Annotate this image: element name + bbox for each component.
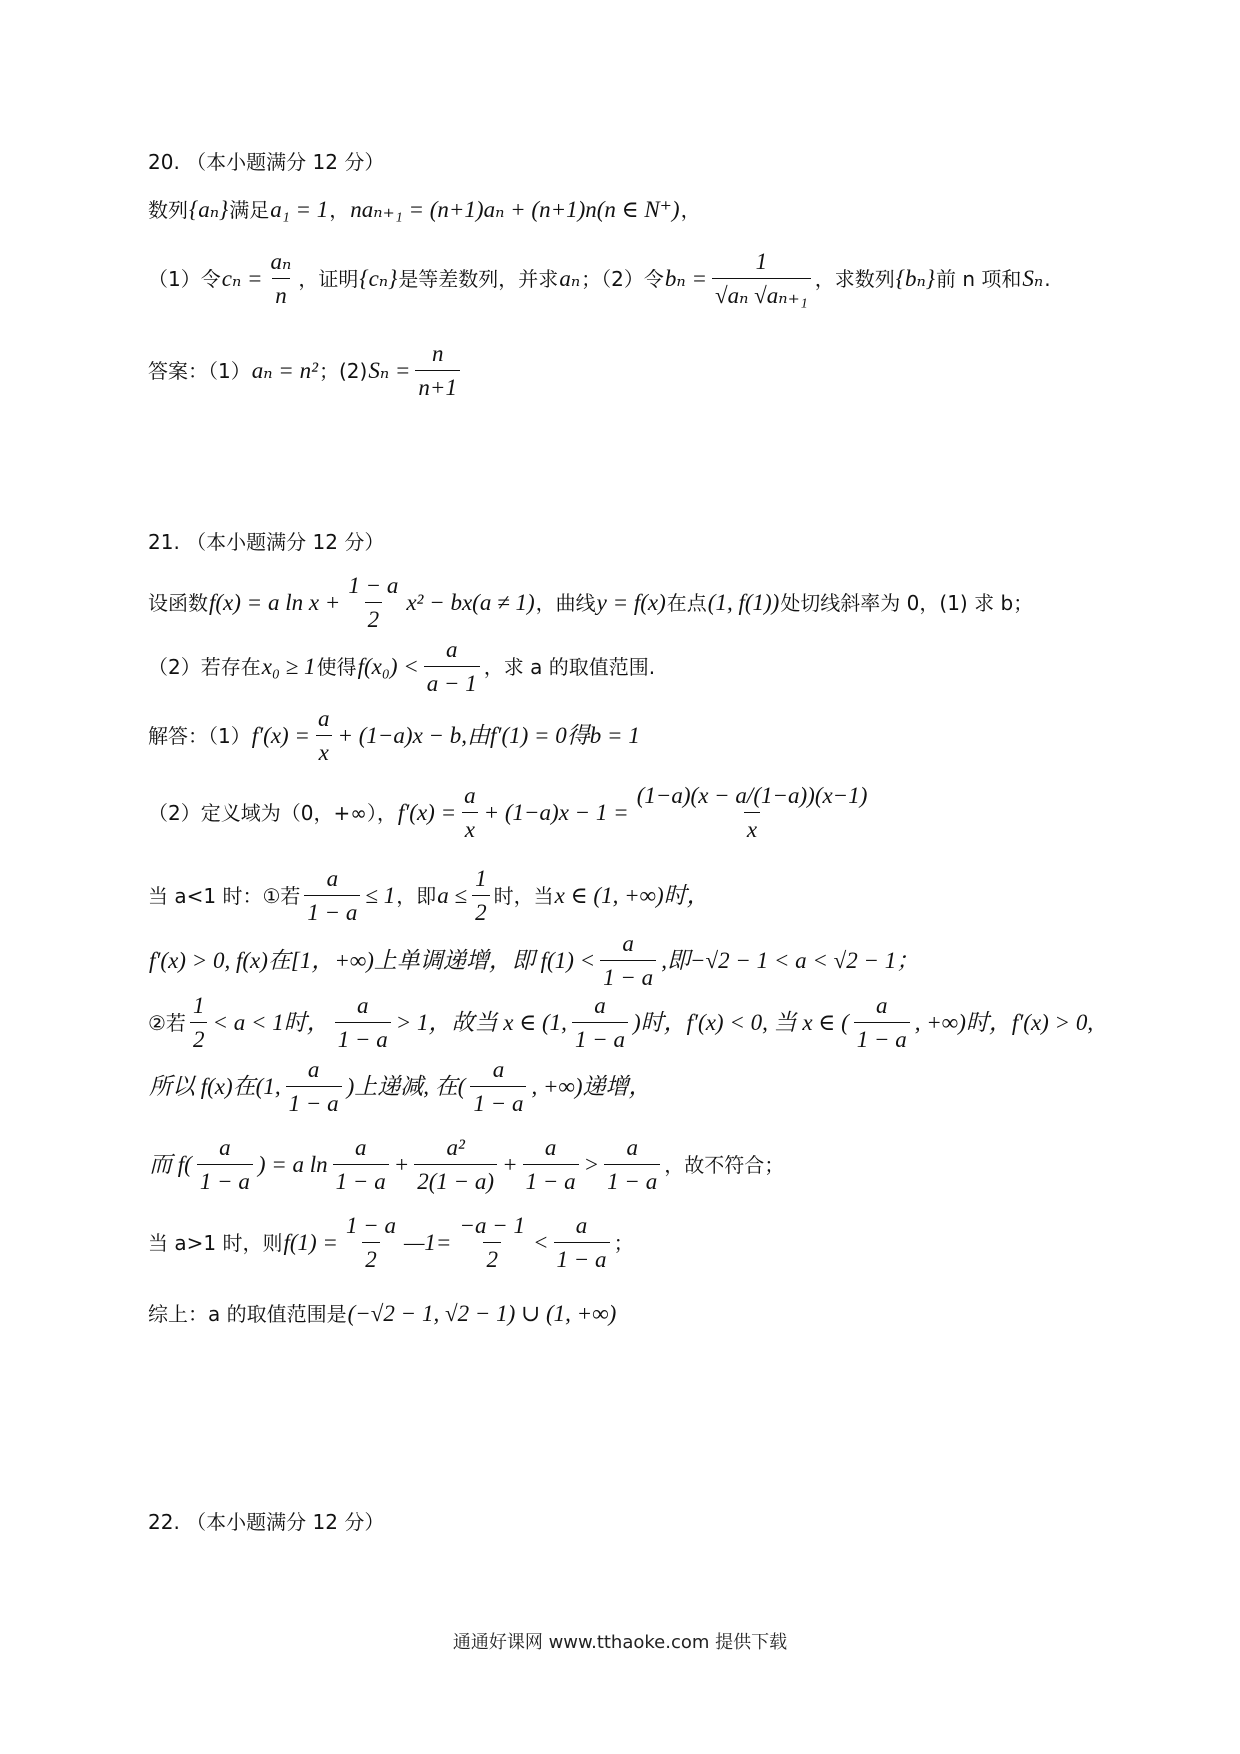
math: , +∞)时，f′(x) > 0, (914, 1009, 1094, 1035)
math: , +∞)递增， (531, 1073, 652, 1099)
q21-statement (148, 572, 1033, 633)
numerator: (1−a)(x − a/(1−a))(x−1) (636, 783, 868, 808)
text: 前 n 项和 (935, 266, 1022, 291)
denominator: a − 1 (424, 666, 480, 698)
fraction (344, 572, 402, 633)
fraction (332, 1134, 390, 1195)
numerator: a (876, 993, 888, 1018)
text: ②若 (148, 1010, 186, 1035)
text: 设函数 (148, 590, 208, 615)
numerator: a (326, 866, 339, 891)
text: ，曲线 (535, 590, 596, 615)
denominator: x (316, 735, 332, 767)
math: x² − bx(a ≠ 1) (406, 589, 535, 615)
q20-statement (148, 196, 701, 224)
math: + (1−a)x − 1 = (483, 799, 629, 825)
math: Sₙ = (368, 357, 411, 383)
q20-parts (148, 248, 1051, 309)
math: {cₙ} (359, 265, 398, 291)
q22-header: 22. （本小题满分 12 分） (148, 1510, 385, 1534)
fraction (853, 992, 911, 1053)
denominator: 1 − a (604, 1164, 660, 1196)
math: f(x) = a ln x + (209, 589, 341, 615)
numerator: a (464, 783, 476, 808)
denominator: 2 (362, 1242, 380, 1274)
fraction (460, 782, 480, 843)
denominator: 1 − a (286, 1086, 342, 1118)
fraction (469, 1056, 527, 1117)
fraction (334, 992, 392, 1053)
q21-part2 (148, 636, 655, 697)
fraction (522, 1134, 580, 1195)
q21-header: 21. （本小题满分 12 分） (148, 530, 385, 554)
math: 而 f( (149, 1151, 192, 1177)
q21-case-a-lt-1 (148, 865, 711, 926)
text: 当 a>1 时，则 (148, 1230, 283, 1255)
fraction (571, 992, 629, 1053)
text: （1）令 (148, 266, 221, 291)
text: ，求 a 的取值范围. (483, 654, 656, 679)
denominator: 1 − a (572, 1022, 628, 1054)
math: + (393, 1151, 410, 1177)
denominator: 1 − a (600, 960, 656, 992)
text: ， (329, 197, 350, 222)
q21-solution-2 (148, 782, 874, 843)
text: 当 a<1 时：①若 (148, 883, 301, 908)
text: （2）若存在 (148, 654, 261, 679)
numerator: a (317, 706, 330, 731)
denominator: x (462, 812, 478, 844)
math: )上递减, 在( (346, 1073, 466, 1099)
numerator: a (594, 993, 606, 1018)
fraction (342, 1212, 400, 1273)
text: 时，当 (493, 883, 554, 908)
fraction (189, 992, 209, 1053)
math: f′(x) > 0, f(x)在[1，+∞)上单调递增，即 f(1) < (149, 947, 596, 973)
math: x ∈ (1, +∞)时， (554, 882, 710, 908)
numerator: a (307, 1057, 320, 1082)
math: f(x₀) < (357, 653, 419, 679)
text: ；(2) (318, 358, 368, 383)
denominator: n (272, 278, 290, 310)
numerator: aₙ (270, 249, 292, 274)
denominator: x (744, 812, 760, 844)
fraction (471, 865, 491, 926)
math: 所以 f(x)在(1, (149, 1073, 281, 1099)
numerator: 1 (192, 993, 205, 1018)
q20-header: 20. （本小题满分 12 分） (148, 150, 385, 174)
denominator: 2(1 − a) (414, 1164, 497, 1196)
q21-solution-1 (148, 705, 641, 766)
denominator: 2 (365, 602, 383, 634)
math: a ≤ (437, 882, 468, 908)
math: y = f(x) (596, 589, 666, 615)
math: f′(x) = (251, 722, 310, 748)
fraction (413, 1134, 498, 1195)
math: cₙ = (221, 265, 263, 291)
q21-case-a-gt-1 (148, 1212, 634, 1273)
text: ，证明 (298, 266, 359, 291)
numerator: a (622, 931, 634, 956)
math: + (502, 1151, 518, 1177)
text: ，求数列 (814, 266, 895, 291)
text: 答案：（1） (148, 358, 251, 383)
math: < (533, 1229, 549, 1255)
fraction (267, 248, 296, 309)
math: > (583, 1151, 600, 1177)
denominator: 1 − a (470, 1086, 526, 1118)
numerator: a (626, 1135, 638, 1160)
denominator: 2 (190, 1022, 208, 1054)
text: ； (613, 1230, 634, 1255)
text: 解答：（1） (148, 723, 251, 748)
numerator: a (446, 637, 458, 662)
fraction (423, 636, 481, 697)
denominator: √aₙ √aₙ₊₁ (712, 278, 811, 310)
text: ，故不符合； (664, 1152, 785, 1177)
math: {aₙ} (189, 197, 229, 222)
text: ；（2）令 (581, 266, 664, 291)
text: 是等差数列，并求 (398, 266, 559, 291)
fraction (303, 865, 361, 926)
denominator: 1 − a (304, 895, 360, 927)
denominator: 1 − a (333, 1164, 389, 1196)
fraction (196, 1134, 254, 1195)
math: (1, f(1)) (707, 589, 780, 615)
denominator: 1 − a (197, 1164, 253, 1196)
numerator: 1 (475, 866, 487, 891)
math: > 1，故当 x ∈ (1, (395, 1009, 567, 1035)
math: ,即−√2 − 1 < a < √2 − 1； (661, 947, 920, 973)
numerator: 1 (755, 249, 768, 274)
denominator: 1 − a (554, 1242, 610, 1274)
math: (−√2 − 1, √2 − 1) ∪ (1, +∞) (347, 1301, 617, 1326)
text: 满足 (229, 197, 270, 222)
math: f′(x) = (397, 799, 457, 825)
fraction (633, 782, 872, 843)
text: 综上：a 的取值范围是 (148, 1301, 347, 1326)
numerator: a (357, 993, 369, 1018)
numerator: n (431, 341, 444, 366)
fraction (553, 1212, 611, 1273)
math: a₁ = 1 (270, 197, 329, 222)
denominator: 1 − a (523, 1164, 579, 1196)
fraction (599, 930, 657, 991)
page-footer: 通通好课网 www.tthaoke.com 提供下载 (452, 1632, 788, 1653)
q21-conclusion (148, 1300, 617, 1328)
numerator: a (544, 1135, 557, 1160)
denominator: 2 (472, 895, 490, 927)
q21-monotonicity (148, 1056, 653, 1117)
text: 在点 (666, 590, 707, 615)
fraction (455, 1212, 529, 1273)
denominator: 1 − a (335, 1022, 391, 1054)
text: ，即 (396, 883, 437, 908)
math: ) = a ln (257, 1151, 328, 1177)
math: naₙ₊₁ = (n+1)aₙ + (n+1)n(n ∈ N⁺) (350, 197, 680, 222)
math: Sₙ (1022, 265, 1044, 291)
text: 数列 (148, 197, 188, 222)
math: < a < 1时， (212, 1009, 330, 1035)
fraction (711, 248, 812, 309)
fraction (314, 705, 334, 766)
numerator: a² (446, 1135, 465, 1160)
numerator: a (219, 1135, 231, 1160)
q21-contradiction (148, 1134, 784, 1195)
numerator: a (354, 1135, 367, 1160)
q20-answer (148, 340, 464, 401)
math: x₀ ≥ 1 (261, 653, 316, 679)
math: )时，f′(x) < 0, 当 x ∈ ( (632, 1009, 849, 1035)
numerator: a (492, 1057, 505, 1082)
text: ， (680, 197, 701, 222)
fraction (285, 1056, 343, 1117)
math: f(1) = (283, 1229, 338, 1255)
text: 使得 (316, 654, 357, 679)
math: aₙ = n² (251, 357, 318, 383)
q21-monotone-increasing (148, 930, 920, 991)
math: aₙ (559, 265, 581, 291)
numerator: −a − 1 (459, 1213, 525, 1238)
denominator: 1 − a (854, 1022, 910, 1054)
math: {bₙ} (895, 265, 935, 291)
numerator: a (575, 1213, 588, 1238)
math: bₙ = (664, 265, 707, 291)
denominator: n+1 (415, 370, 460, 402)
fraction (414, 340, 461, 401)
denominator: 2 (483, 1242, 501, 1274)
text: （2）定义域为（0，+∞）， (148, 800, 397, 825)
numerator: 1 − a (348, 573, 399, 598)
q21-case-half (148, 992, 1094, 1053)
numerator: 1 − a (345, 1213, 396, 1238)
math: ≤ 1 (365, 882, 396, 908)
math: + (1−a)x − b,由f′(1) = 0得b = 1 (337, 722, 640, 748)
text: . (1044, 266, 1051, 291)
fraction (603, 1134, 661, 1195)
text: 处切线斜率为 0，(1) 求 b； (780, 590, 1034, 615)
math: —1= (403, 1229, 452, 1255)
